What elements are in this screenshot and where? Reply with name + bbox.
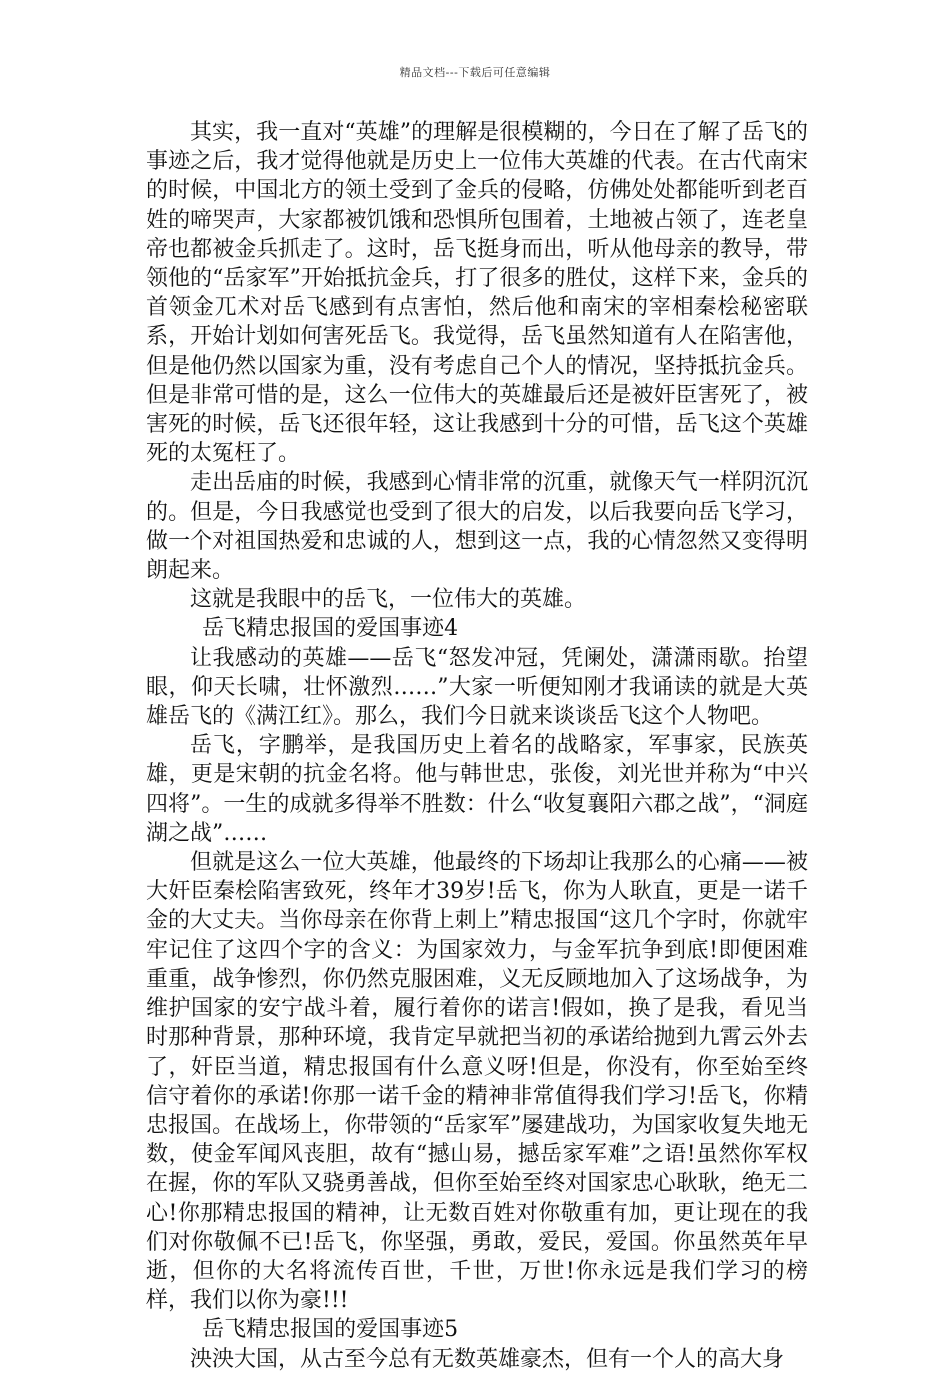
document-body xyxy=(146,118,808,1374)
page-header: 精品文档---下载后可任意编辑 xyxy=(399,66,551,79)
section-title: 岳飞精忠报国的爱国事迹4 xyxy=(202,616,459,642)
paragraph: 岳飞，字鹏举，是我国历史上着名的战略家，军事家，民族英雄，更是宋朝的抗金名将。他与韩世忠，张俊，刘光世并称为“中兴四将”。一生的成就多得举不胜数：什么“收复襄阳六郡之战”，“洞庭湖之战”…… xyxy=(146,733,808,846)
section-title: 岳飞精忠报国的爱国事迹5 xyxy=(202,1317,459,1343)
paragraph: 泱泱大国，从古至今总有无数英雄豪杰，但有一个人的高大身 xyxy=(190,1346,785,1372)
paragraph: 其实，我一直对“英雄”的理解是很模糊的，今日在了解了岳飞的事迹之后，我才觉得他就是历史上一位伟大英雄的代表。在古代南宋的时候，中国北方的领土受到了金兵的侵略，仿佛处处都能听到老百姓的啼哭声，大家都被饥饿和恐惧所包围着，土地被占领了，连老皇帝也都被金兵抓走了。这时，岳飞挺身而出，听从他母亲的教导，带领他的“岳家军”开始抵抗金兵，打了很多的胜仗，这样下来，金兵的首领金兀术对岳飞感到有点害怕，然后他和南宋的宰相秦桧秘密联系，开始计划如何害死岳飞。我觉得，岳飞虽然知道有人在陷害他，但是他仍然以国家为重，没有考虑自己个人的情况，坚持抵抗金兵。但是非常可惜的是，这么一位伟大的英雄最后还是被奸臣害死了，被害死的时候，岳飞还很年轻，这让我感到十分的可惜，岳飞这个英雄死的太冤枉了。 xyxy=(146,120,808,467)
paragraph: 让我感动的英雄——岳飞“怒发冲冠，凭阑处，潇潇雨歇。抬望眼，仰天长啸，壮怀激烈……”大家一听便知刚才我诵读的就是大英雄岳飞的《满江红》。那么，我们今日就来谈谈岳飞这个人物吧。 xyxy=(146,645,808,730)
paragraph: 这就是我眼中的岳飞，一位伟大的英雄。 xyxy=(190,587,587,613)
paragraph: 走出岳庙的时候，我感到心情非常的沉重，就像天气一样阴沉沉的。但是，今日我感觉也受到了很大的启发，以后我要向岳飞学习，做一个对祖国热爱和忠诚的人，想到这一点，我的心情忽然又变得明朗起来。 xyxy=(146,470,808,584)
paragraph: 但就是这么一位大英雄，他最终的下场却让我那么的心痛——被大奸臣秦桧陷害致死，终年才39岁!岳飞，你为人耿直，更是一诺千金的大丈夫。当你母亲在你背上刺上”精忠报国“这几个字时，你就牢牢记住了这四个字的含义：为国家效力，与金军抗争到底!即便困难重重，战争惨烈，你仍然克服困难，义无反顾地加入了这场战争，为维护国家的安宁战斗着，履行着你的诺言!假如，换了是我，看见当时那种背景，那种环境，我肯定早就把当初的承诺给抛到九霄云外去了，奸臣当道，精忠报国有什么意义呀!但是，你没有，你至始至终信守着你的承诺!你那一诺千金的精神非常值得我们学习!岳飞，你精忠报国。在战场上，你带领的“岳家军”屡建战功，为国家收复失地无数，使金军闻风丧胆，故有“撼山易，撼岳家军难”之语!虽然你军权在握，你的军队又骁勇善战，但你至始至终对国家忠心耿耿，绝无二心!你那精忠报国的精神，让无数百姓对你敬重有加，更让现在的我们对你敬佩不已!岳飞，你坚强，勇敢，爱民，爱国。你虽然英年早逝，但你的大名将流传百世，千世，万世!你永远是我们学习的榜样，我们以你为豪!!! xyxy=(146,850,808,1314)
